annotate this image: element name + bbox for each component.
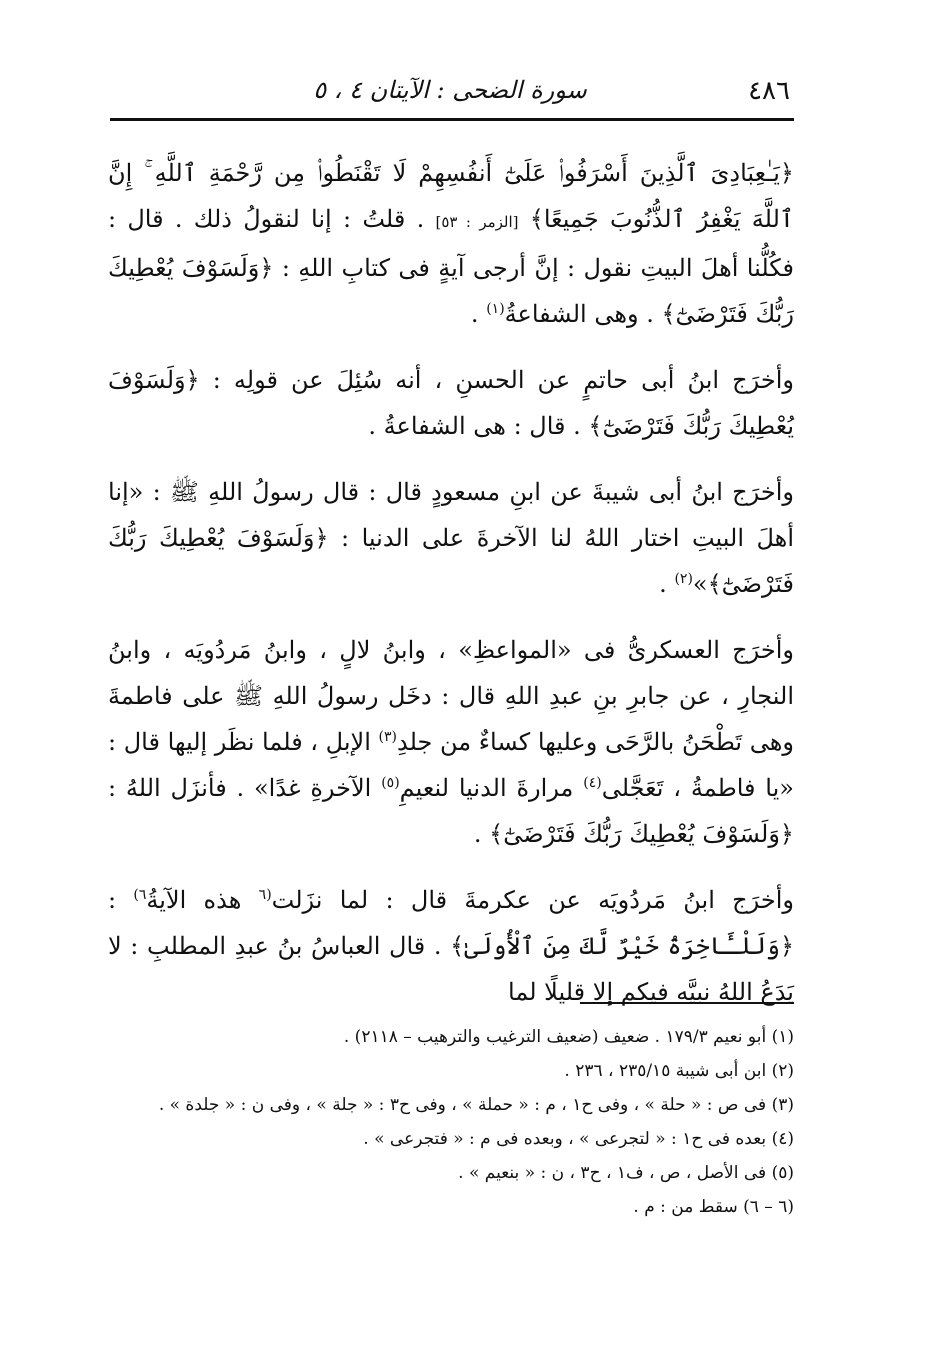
paragraph-text: . وهى الشفاعةُ bbox=[504, 300, 654, 328]
quran-verse: ﴿يَـٰعِبَادِىَ ٱلَّذِينَ أَسْرَفُوا۟ عَلَىٰٓ أَنفُسِهِمْ لَا تَقْنَطُوا۟ مِن رَّحْمَةِ ٱللَّهِ ۚ إِنَّ ٱللَّهَ يَغْفِرُ ٱلذُّنُوبَ جَمِيعًا﴾ bbox=[108, 159, 794, 233]
paragraph-text: وأخرَج ابنُ مَردُويَه عن عكرمةَ قال : لما نزَلت bbox=[271, 886, 794, 914]
footnote: (٣) فى ص : « حلة » ، وفى ح١ ، م : « حملة » ، وفى ح٣ : « جلة » ، وفى ن : « جلدة » . bbox=[158, 1095, 794, 1115]
quran-verse: ﴿وَلَسَوْفَ يُعْطِيكَ رَبُّكَ فَتَرْضَىٰٓ﴾» bbox=[108, 524, 794, 598]
page-number: ٤٨٦ bbox=[748, 76, 790, 106]
paragraph-4 bbox=[108, 627, 794, 857]
quran-verse: ﴿وَلَلْـَٔاخِرَةُ خَيْرٌ لَّكَ مِنَ ٱلْأُولَىٰ﴾ bbox=[450, 932, 794, 960]
running-title: سورة الضحى : الآيتان ٤ ، ٥ bbox=[313, 76, 587, 104]
page-header bbox=[110, 70, 790, 110]
footnotes bbox=[110, 1020, 794, 1224]
footnote-marker: (١) bbox=[486, 301, 505, 317]
paragraph-text: الآخرةِ غدًا» . فأنزَل اللهُ : bbox=[108, 774, 372, 802]
quran-verse: ﴿وَلَسَوْفَ يُعْطِيكَ رَبُّكَ فَتَرْضَىٰٓ﴾ bbox=[489, 820, 794, 848]
footnote-marker: (٦ bbox=[258, 887, 272, 903]
main-text bbox=[108, 150, 794, 1015]
paragraph-text: . bbox=[659, 570, 667, 598]
footnote: (١) أبو نعيم ١٧٩/٣ . ضعيف (ضعيف الترغيب والترهيب – ٢١١٨) . bbox=[343, 1027, 794, 1047]
header-rule bbox=[110, 118, 794, 121]
paragraph-text: : bbox=[108, 886, 117, 914]
paragraph-text: وأخرَج ابنُ أبى حاتمٍ عن الحسنِ ، أنه سُئِلَ عن قولِه : bbox=[212, 366, 794, 394]
paragraph-1 bbox=[108, 150, 794, 337]
paragraph-text: وأخرَج العسكرىُّ فى «المواعظِ» ، وابنُ لالٍ ، وابنُ مَردُويَه ، وابنُ النجارِ ، عن جابرِ بنِ عبدِ اللهِ قال : دخَل رسولُ اللهِ ﷺ على فاطمةَ وهى تَطْحَنُ بالرَّحَى وعليها كساءٌ من جلدِ bbox=[108, 636, 794, 756]
footnote: (٥) فى الأصل ، ص ، ف١ ، ح٣ ، ن : « بنعيم » . bbox=[458, 1163, 794, 1183]
paragraph-text: الإبلِ ، فلما نظَر إليها قال : «يا فاطمةُ ، تَعَجَّلى bbox=[108, 728, 794, 802]
paragraph-text: . قلتُ : إنا لنقولُ ذلك . قال : فكُلُّنا أهلَ البيتِ نقول : إنَّ أرجى آيةٍ فى كتابِ اللهِ : bbox=[108, 205, 795, 282]
paragraph-2 bbox=[108, 357, 794, 449]
paragraph-5 bbox=[108, 877, 794, 1015]
footnote: (٢) ابن أبى شيبة ٢٣٥/١٥ ، ٢٣٦ . bbox=[564, 1061, 794, 1081]
quran-verse: ﴿وَلَسَوْفَ يُعْطِيكَ رَبُّكَ فَتَرْضَىٰٓ﴾ bbox=[108, 254, 794, 328]
paragraph-3 bbox=[108, 469, 794, 607]
footnote-marker: (٣) bbox=[378, 729, 397, 745]
footnote: (٤) بعده فى ح١ : « لتجرعى » ، وبعده فى م : « فتجرعى » . bbox=[363, 1129, 794, 1149]
paragraph-text: وأخرَج ابنُ أبى شيبةَ عن ابنِ مسعودٍ قال : قال رسولُ اللهِ ﷺ : «إنا أهلَ البيتِ اختار اللهُ لنا الآخرةَ على الدنيا : bbox=[108, 478, 794, 552]
paragraph-text: . bbox=[473, 820, 482, 848]
footnote-rule bbox=[580, 1002, 794, 1004]
paragraph-text: مرارةَ الدنيا لنعيمِ bbox=[399, 774, 574, 802]
paragraph-text: هذه الآيةُ bbox=[146, 886, 242, 914]
paragraph-text: . قال : هى الشفاعةُ . bbox=[368, 412, 581, 440]
paragraph-text: . قال العباسُ بنُ عبدِ المطلبِ : لا يَدَعُ اللهُ نبيَّه فيكم إلا قليلًا لما bbox=[108, 932, 794, 1006]
paragraph-text: . bbox=[470, 300, 479, 328]
footnote-marker: ٦) bbox=[133, 887, 147, 903]
quran-verse: ﴿وَلَسَوْفَ يُعْطِيكَ رَبُّكَ فَتَرْضَىٰٓ﴾ bbox=[108, 366, 794, 440]
verse-reference: [الزمر : ٥٣] bbox=[435, 213, 519, 231]
footnote-marker: (٢) bbox=[674, 571, 693, 587]
footnote-marker: (٤) bbox=[583, 775, 602, 791]
footnote-marker: (٥) bbox=[381, 775, 400, 791]
footnote: (٦ – ٦) سقط من : م . bbox=[633, 1197, 794, 1217]
